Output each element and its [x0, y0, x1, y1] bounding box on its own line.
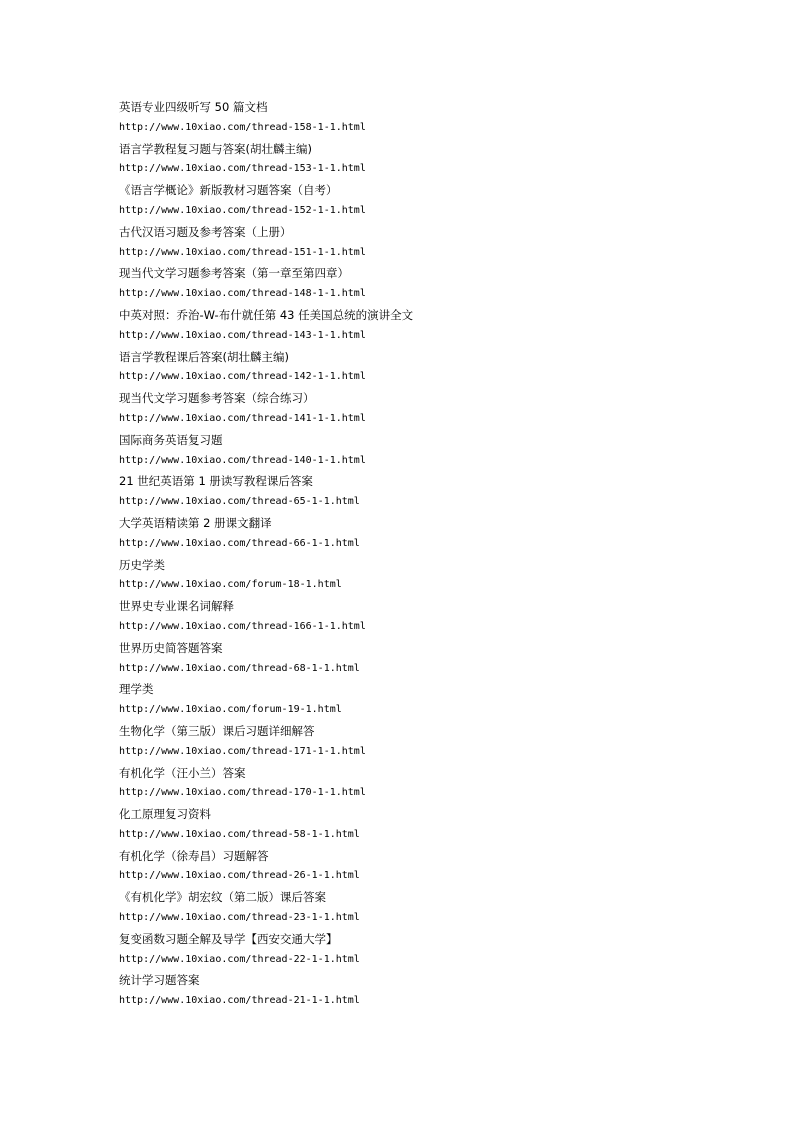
list-item: [119, 846, 759, 888]
entry-url[interactable]: http://www.10xiao.com/thread-65-1-1.html: [119, 496, 360, 508]
entry-url[interactable]: http://www.10xiao.com/thread-158-1-1.html: [119, 121, 366, 133]
entry-title: 有机化学（徐寿昌）习题解答: [119, 848, 269, 863]
list-item: [119, 804, 759, 846]
entry-url[interactable]: http://www.10xiao.com/thread-140-1-1.html: [119, 454, 366, 466]
list-item: [119, 180, 759, 222]
list-item: [119, 347, 759, 389]
list-item: [119, 430, 759, 472]
entry-url[interactable]: http://www.10xiao.com/thread-22-1-1.html: [119, 953, 360, 965]
entry-url[interactable]: http://www.10xiao.com/thread-143-1-1.html: [119, 329, 366, 341]
entry-url[interactable]: http://www.10xiao.com/thread-21-1-1.html: [119, 995, 360, 1007]
entry-url[interactable]: http://www.10xiao.com/thread-148-1-1.html: [119, 288, 366, 300]
entry-url[interactable]: http://www.10xiao.com/thread-151-1-1.html: [119, 246, 366, 258]
list-item: [119, 97, 759, 139]
entry-title: 21 世纪英语第 1 册读写教程课后答案: [119, 474, 313, 489]
entry-title: 语言学教程复习题与答案(胡壮麟主编): [119, 141, 312, 156]
entry-title: 复变函数习题全解及导学【西安交通大学】: [119, 931, 338, 946]
entry-url[interactable]: http://www.10xiao.com/thread-58-1-1.html: [119, 828, 360, 840]
entry-title: 统计学习题答案: [119, 973, 200, 988]
entry-title: 大学英语精读第 2 册课文翻译: [119, 515, 272, 530]
entry-url[interactable]: http://www.10xiao.com/thread-68-1-1.html: [119, 662, 360, 674]
list-item: [119, 263, 759, 305]
entry-title: 有机化学（汪小兰）答案: [119, 765, 246, 780]
list-item: [119, 139, 759, 181]
entry-title: 世界史专业课名词解释: [119, 599, 234, 614]
entry-title: 英语专业四级听写 50 篇文档: [119, 100, 268, 114]
entry-url[interactable]: http://www.10xiao.com/forum-19-1.html: [119, 704, 342, 716]
entry-title: 现当代文学习题参考答案（综合练习）: [119, 391, 315, 406]
list-item: [119, 929, 759, 971]
list-item: [119, 596, 759, 638]
entry-url[interactable]: http://www.10xiao.com/thread-170-1-1.html: [119, 787, 366, 799]
list-item: [119, 763, 759, 805]
entry-title: 古代汉语习题及参考答案（上册）: [119, 224, 292, 239]
list-item: [119, 513, 759, 555]
entry-title: 现当代文学习题参考答案（第一章至第四章）: [119, 266, 349, 281]
entry-title: 世界历史简答题答案: [119, 640, 223, 655]
list-item: [119, 222, 759, 264]
entry-url[interactable]: http://www.10xiao.com/thread-141-1-1.html: [119, 412, 366, 424]
list-item: [119, 388, 759, 430]
entry-url[interactable]: http://www.10xiao.com/forum-18-1.html: [119, 579, 342, 591]
entry-title: 《语言学概论》新版教材习题答案（自考）: [119, 183, 338, 198]
entry-title: 国际商务英语复习题: [119, 432, 223, 447]
entry-title: 化工原理复习资料: [119, 807, 211, 822]
entry-title: 语言学教程课后答案(胡壮麟主编): [119, 349, 289, 364]
entry-url[interactable]: http://www.10xiao.com/thread-26-1-1.html: [119, 870, 360, 882]
category-heading: 理学类: [119, 682, 154, 697]
category-heading: 历史学类: [119, 557, 165, 572]
list-item: [119, 471, 759, 513]
entry-url[interactable]: http://www.10xiao.com/thread-23-1-1.html: [119, 912, 360, 924]
document-body: [119, 97, 759, 1012]
entry-url[interactable]: http://www.10xiao.com/thread-166-1-1.html: [119, 620, 366, 632]
list-item: [119, 721, 759, 763]
list-item: [119, 679, 759, 721]
entry-title: 中英对照：乔治-W-布什就任第 43 任美国总统的演讲全文: [119, 307, 414, 322]
list-item: [119, 305, 759, 347]
entry-title: 《有机化学》胡宏纹（第二版）课后答案: [119, 890, 326, 905]
list-item: [119, 555, 759, 597]
entry-title: 生物化学（第三版）课后习题详细解答: [119, 723, 315, 738]
entry-url[interactable]: http://www.10xiao.com/thread-171-1-1.html: [119, 745, 366, 757]
list-item: [119, 970, 759, 1012]
list-item: [119, 638, 759, 680]
entry-url[interactable]: http://www.10xiao.com/thread-142-1-1.html: [119, 371, 366, 383]
entry-url[interactable]: http://www.10xiao.com/thread-152-1-1.html: [119, 204, 366, 216]
list-item: [119, 887, 759, 929]
entry-url[interactable]: http://www.10xiao.com/thread-66-1-1.html: [119, 537, 360, 549]
entry-url[interactable]: http://www.10xiao.com/thread-153-1-1.html: [119, 163, 366, 175]
